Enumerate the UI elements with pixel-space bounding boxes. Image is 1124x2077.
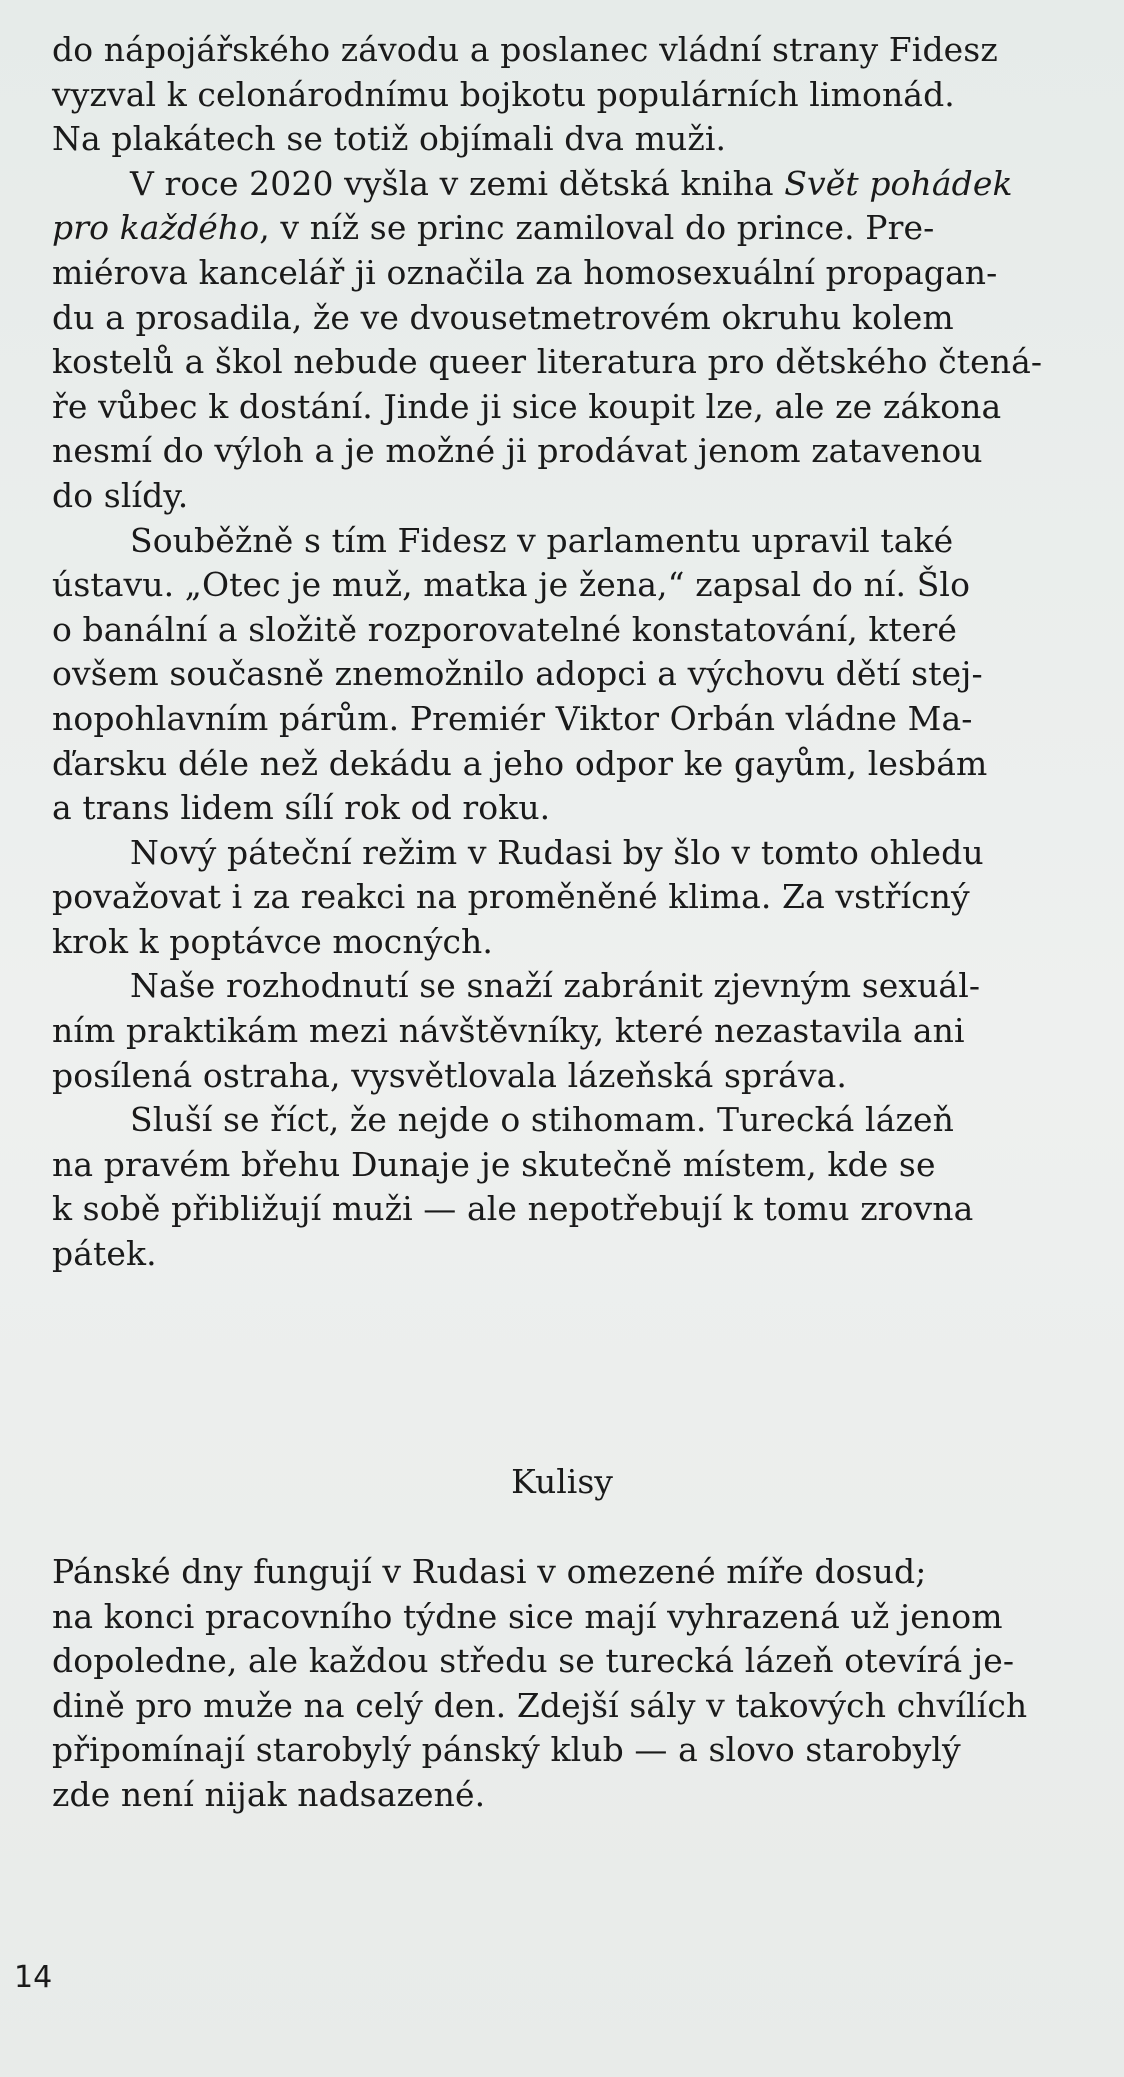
text-run: Nový páteční režim v Rudasi by šlo v tomto ohledu — [130, 832, 984, 872]
text-run: na konci pracovního týdne sice mají vyhrazená už jenom — [52, 1596, 1003, 1636]
text-run: zde není nijak nadsazené. — [52, 1774, 486, 1814]
text-run: ním praktikám mezi návštěvníky, které nezastavila ani — [52, 1011, 965, 1051]
text-line — [52, 1773, 1002, 1818]
text-line — [52, 340, 1043, 385]
text-line — [52, 1054, 1002, 1099]
text-run: nesmí do výloh a je možné ji prodávat jenom zatavenou — [52, 431, 983, 471]
text-line — [52, 831, 1002, 876]
text-line — [52, 1232, 1002, 1277]
text-run: miérova kancelář ji označila za homosexuální propagan- — [52, 252, 998, 292]
text-run: do slídy. — [52, 475, 189, 515]
text-run: pátek. — [52, 1234, 157, 1274]
text-line — [52, 1550, 1002, 1595]
text-run: posílená ostraha, vysvětlovala lázeňská správa. — [52, 1055, 848, 1095]
text-run: Na plakátech se totiž objímali dva muži. — [52, 119, 727, 159]
page-number: 14 — [14, 1960, 53, 1995]
text-line — [52, 742, 1002, 787]
text-line — [52, 697, 1002, 742]
text-run: Naše rozhodnutí se snaží zabránit zjevným sexuál- — [130, 966, 981, 1006]
text-run: V roce 2020 vyšla v zemi dětská kniha — [130, 163, 785, 203]
text-line — [52, 73, 1002, 118]
text-line — [52, 474, 1002, 519]
text-line — [52, 1098, 1002, 1143]
text-run: a trans lidem sílí rok od roku. — [52, 788, 551, 828]
text-run: dopoledne, ale každou středu se turecká lázeň otevírá je- — [52, 1641, 1015, 1681]
italic-title: pro každého — [52, 208, 260, 248]
text-line — [52, 117, 1002, 162]
text-run: považovat i za reakci na proměněné klima. Za vstřícný — [52, 877, 970, 917]
text-line — [52, 162, 1013, 207]
text-run: , v níž se princ zamiloval do prince. Pre- — [259, 208, 935, 248]
text-line — [52, 875, 1002, 920]
text-line — [52, 920, 1002, 965]
text-run: vyzval k celonárodnímu bojkotu populárních limonád. — [52, 74, 955, 114]
section-paragraph — [52, 1550, 1028, 1818]
text-line — [52, 1009, 1002, 1054]
text-run: ovšem současně znemožnilo adopci a výchovu dětí stej- — [52, 654, 983, 694]
text-line — [52, 1639, 1015, 1684]
text-line — [52, 429, 1002, 474]
text-line — [52, 296, 1002, 341]
section-heading: Kulisy — [511, 1462, 613, 1501]
text-run: kostelů a škol nebude queer literatura pro dětského čtená- — [52, 342, 1043, 382]
italic-title: Svět pohádek — [784, 163, 1013, 203]
text-line — [52, 964, 1002, 1009]
text-line — [52, 1187, 1002, 1232]
text-line — [52, 608, 1002, 653]
text-line — [52, 519, 1002, 564]
text-line — [52, 206, 1002, 251]
text-line — [52, 563, 1002, 608]
text-run: ústavu. „Otec je muž, matka je žena,“ zapsal do ní. Šlo — [52, 565, 971, 605]
text-run: ďarsku déle než dekádu a jeho odpor ke gayům, lesbám — [52, 743, 988, 783]
text-run: o banální a složitě rozporovatelné konstatování, které — [52, 609, 957, 649]
text-run: du a prosadila, že ve dvousetmetrovém okruhu kolem — [52, 297, 954, 337]
text-run: Souběžně s tím Fidesz v parlamentu upravil také — [130, 520, 954, 560]
text-run: k sobě přibližují muži — ale nepotřebují k tomu zrovna — [52, 1189, 974, 1229]
text-run: připomínají starobylý pánský klub — a slovo starobylý — [52, 1730, 961, 1770]
text-run: nopohlavním párům. Premiér Viktor Orbán vládne Ma- — [52, 698, 973, 738]
text-run: Pánské dny fungují v Rudasi v omezené míře dosud; — [52, 1552, 927, 1591]
text-line — [52, 385, 1002, 430]
text-run: na pravém břehu Dunaje je skutečně místem, kde se — [52, 1144, 936, 1184]
text-line — [52, 1143, 1002, 1188]
text-run: krok k poptávce mocných. — [52, 921, 493, 961]
text-line — [52, 786, 1002, 831]
text-line — [52, 1728, 1002, 1773]
text-run: dině pro muže na celý den. Zdejší sály v takových chvílích — [52, 1685, 1028, 1725]
text-line — [52, 1684, 1028, 1729]
text-line — [52, 1595, 1002, 1640]
text-line — [52, 652, 1002, 697]
text-run: ře vůbec k dostání. Jinde ji sice koupit lze, ale ze zákona — [52, 386, 1002, 426]
body-text — [52, 28, 1043, 1277]
text-run: Sluší se říct, že nejde o stihomam. Turecká lázeň — [130, 1100, 954, 1140]
text-line — [52, 251, 1002, 296]
text-line — [52, 28, 1002, 73]
text-run: do nápojářského závodu a poslanec vládní strany Fidesz — [52, 30, 998, 69]
